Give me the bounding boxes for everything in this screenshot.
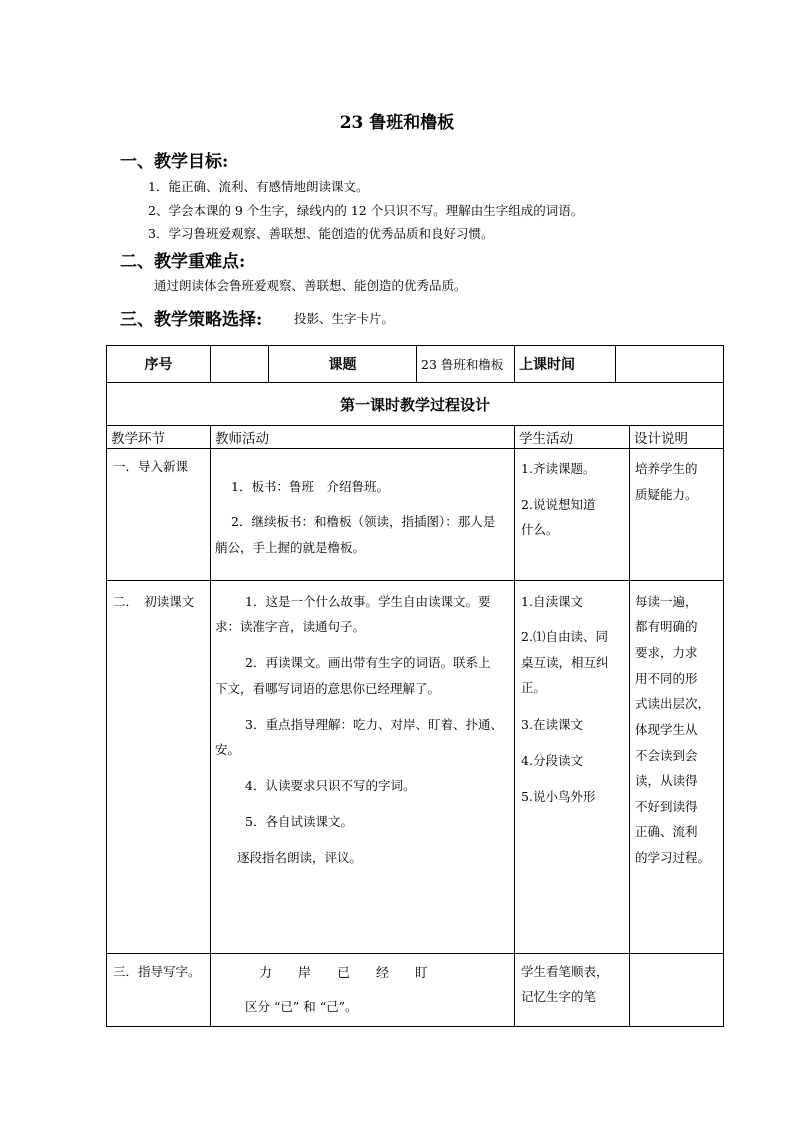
stage-label-2: 二． 初读课文 bbox=[113, 594, 195, 609]
note-line: 式读出层次， bbox=[635, 696, 711, 711]
note-line: 不会读到会 bbox=[635, 748, 698, 763]
topic-value: 23 鲁班和橹板 bbox=[421, 357, 504, 372]
student-line: 2.说说想知道 bbox=[521, 497, 596, 512]
teacher-line: 2．再读课文。画出带有生字的词语。联系上 bbox=[245, 655, 491, 670]
objective-item-3: 3．学习鲁班爱观察、善联想、能创造的优秀品质和良好习惯。 bbox=[148, 226, 494, 241]
teacher-line: 3．重点指导理解：吃力、对岸、盯着、扑通、 bbox=[245, 717, 503, 732]
table-row-column-headers bbox=[107, 426, 724, 449]
seq-label: 序号 bbox=[144, 357, 173, 373]
student-line: 桌互读，相互纠 bbox=[521, 655, 609, 670]
document-title: 23 鲁班和橹板 bbox=[339, 113, 455, 133]
table-row-intro bbox=[107, 449, 724, 581]
topic-label: 课题 bbox=[328, 357, 357, 373]
teacher-line: 下文，看哪写词语的意思你已经理解了。 bbox=[215, 681, 441, 696]
objective-item-1: 1．能正确、流利、有感情地朗读课文。 bbox=[148, 179, 369, 194]
banner-cell bbox=[107, 383, 724, 426]
note-line: 读，从读得 bbox=[635, 773, 698, 788]
note-line: 用不同的形 bbox=[635, 671, 698, 686]
teacher-line: 1．这是一个什么故事。学生自由读课文。要 bbox=[245, 594, 491, 609]
note-line: 体现学生从 bbox=[635, 722, 698, 737]
teacher-line: 1．板书：鲁班 介绍鲁班。 bbox=[231, 479, 389, 494]
objective-item-2: 2、学会本课的 9 个生字，绿线内的 12 个只识不写。理解由生字组成的词语。 bbox=[148, 203, 584, 218]
student-cell-1 bbox=[515, 449, 630, 581]
teacher-cell-3 bbox=[211, 954, 515, 1027]
time-label: 上课时间 bbox=[519, 357, 576, 373]
teacher-cell-2 bbox=[211, 581, 515, 954]
header-stage: 教学环节 bbox=[107, 426, 211, 449]
teacher-line: 5．各自试读课文。 bbox=[245, 814, 353, 829]
note-line: 培养学生的 bbox=[635, 461, 698, 476]
teacher-line: 区分 “已” 和 “己”。 bbox=[245, 999, 358, 1014]
student-line: 5.说小鸟外形 bbox=[521, 789, 596, 804]
strategy-text: 投影、生字卡片。 bbox=[294, 311, 395, 326]
key-points-text: 通过朗读体会鲁班爱观察、善联想、能创造的优秀品质。 bbox=[154, 278, 467, 293]
lesson-plan-table bbox=[106, 345, 724, 1027]
section-heading-strategy: 三、教学策略选择: bbox=[120, 310, 263, 330]
time-value-cell bbox=[616, 346, 724, 383]
student-line: 1.齐读课题。 bbox=[521, 461, 596, 476]
header-note: 设计说明 bbox=[630, 426, 724, 449]
note-line: 的学习过程。 bbox=[635, 850, 711, 865]
teacher-cell-1 bbox=[211, 449, 515, 581]
topic-value-cell bbox=[417, 346, 515, 383]
table-row-header-info bbox=[107, 346, 724, 383]
student-cell-3 bbox=[515, 954, 630, 1027]
teacher-line: 力 岸 已 经 盯 bbox=[259, 966, 429, 981]
topic-label-cell bbox=[269, 346, 417, 383]
stage-cell-1 bbox=[107, 449, 211, 581]
student-cell-2 bbox=[515, 581, 630, 954]
stage-cell-3 bbox=[107, 954, 211, 1027]
student-line: 2.⑴自由读、同 bbox=[521, 629, 608, 644]
table-row-banner bbox=[107, 383, 724, 426]
student-line: 1.自渎课文 bbox=[521, 594, 583, 609]
student-line: 4.分段读文 bbox=[521, 753, 583, 768]
seq-label-cell bbox=[107, 346, 211, 383]
teacher-line: 逐段指名朗读，评议。 bbox=[237, 850, 363, 865]
note-line: 都有明确的 bbox=[635, 619, 698, 634]
section-heading-objectives: 一、教学目标: bbox=[120, 152, 229, 172]
note-cell-1 bbox=[630, 449, 724, 581]
teacher-line: 2．继续板书：和橹板（领读，指插图）：那人是 bbox=[231, 514, 496, 529]
note-line: 要求，力求 bbox=[635, 645, 698, 660]
table-row-writing bbox=[107, 954, 724, 1027]
teacher-line: 求：读准字音，读通句子。 bbox=[215, 619, 366, 634]
note-line: 不好到读得 bbox=[635, 799, 698, 814]
stage-label-1: 一．导入新课 bbox=[113, 459, 189, 474]
teacher-line: 安。 bbox=[215, 742, 241, 757]
seq-value-cell bbox=[211, 346, 269, 383]
table-row-first-reading bbox=[107, 581, 724, 954]
student-line: 3.在读课文 bbox=[521, 717, 583, 732]
note-line: 质疑能力。 bbox=[635, 487, 698, 502]
note-line: 正确、流利 bbox=[635, 824, 698, 839]
stage-label-3: 三．指导写字。 bbox=[113, 964, 201, 979]
note-cell-3 bbox=[630, 954, 724, 1027]
teacher-line: 4．认读要求只识不写的字词。 bbox=[245, 778, 416, 793]
header-teacher: 教师活动 bbox=[211, 426, 515, 449]
teacher-line: 艄公，手上握的就是橹板。 bbox=[215, 540, 366, 555]
student-line: 记忆生字的笔 bbox=[521, 989, 597, 1004]
note-cell-2 bbox=[630, 581, 724, 954]
student-line: 什么。 bbox=[521, 522, 559, 537]
header-student: 学生活动 bbox=[515, 426, 630, 449]
banner-title: 第一课时教学过程设计 bbox=[340, 395, 491, 414]
section-heading-key-points: 二、教学重难点: bbox=[120, 252, 246, 272]
stage-cell-2 bbox=[107, 581, 211, 954]
note-line: 每读一遍， bbox=[635, 594, 698, 609]
time-label-cell bbox=[515, 346, 616, 383]
student-line: 学生看笔顺表， bbox=[521, 964, 609, 979]
student-line: 正。 bbox=[521, 680, 547, 695]
